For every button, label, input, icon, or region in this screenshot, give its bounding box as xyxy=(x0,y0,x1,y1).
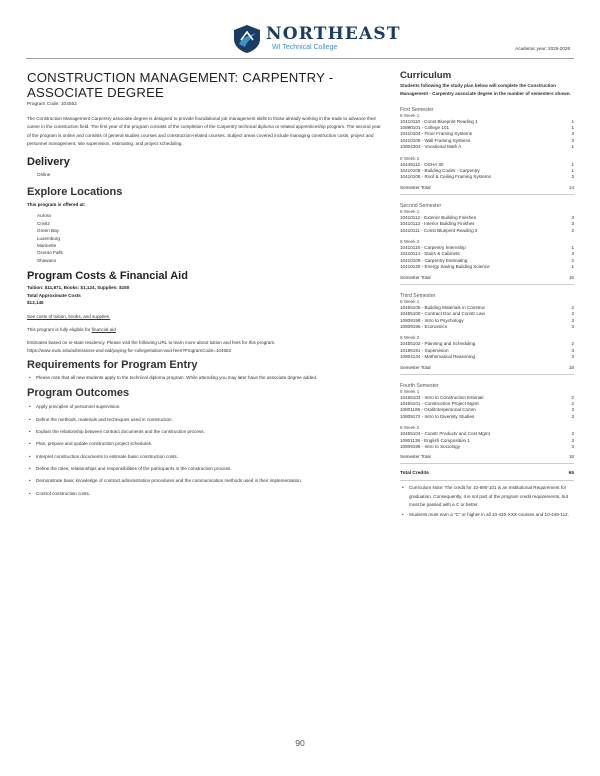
total-credits-value: 65 xyxy=(568,471,574,477)
semester-list xyxy=(400,107,574,465)
program-code: Program Code: 104552 xyxy=(27,102,77,107)
course-credits: 3 xyxy=(571,354,574,360)
location-item: Shawano xyxy=(37,257,57,263)
course-name: 10410115 - Carpentry Internship xyxy=(400,245,466,251)
course-name: 10410114 - Stairs & Cabinets xyxy=(400,251,460,257)
total-credits-label: Total Credits xyxy=(400,471,429,477)
week-label: 8 Week 2 xyxy=(400,425,420,431)
program-title-line1: CONSTRUCTION MANAGEMENT: CARPENTRY - xyxy=(27,70,334,85)
outcome-item: • Demonstrate basic knowledge of contract administration procedures and the communication methods used in their implementation. xyxy=(27,478,383,484)
course-credits: 1 xyxy=(571,264,574,270)
course-credits: 2 xyxy=(571,227,574,233)
course-name: 10410113 - Interior Building Finishes xyxy=(400,221,475,227)
course-name: 10890101 - College 101 xyxy=(400,125,450,130)
outcome-item: • Control construction costs. xyxy=(27,491,383,497)
course-name: 10804134 - Mathematical Reasoning xyxy=(400,354,476,360)
semester-total-value: 15 xyxy=(568,274,574,280)
costs-heading: Program Costs & Financial Aid xyxy=(27,270,188,283)
semester-block xyxy=(400,203,574,285)
curriculum-notes xyxy=(400,484,574,519)
course-name: 10455100 - Contract Doc and Constr Law xyxy=(400,311,485,317)
course-credits: 3 xyxy=(571,407,574,413)
course-row xyxy=(400,444,574,450)
course-credits: 3 xyxy=(571,137,574,143)
location-item: Marinette xyxy=(37,243,57,249)
financial-aid-line xyxy=(27,326,383,333)
financial-aid-suffix: . xyxy=(115,326,118,332)
curriculum-heading: Curriculum xyxy=(400,70,452,81)
course-name: 10804304 - Vocational Math A xyxy=(400,144,462,150)
course-name: 10449112 - OSHA 30 xyxy=(400,161,444,167)
locations-label: This program is offered at: xyxy=(27,202,86,208)
semester-total-value: 18 xyxy=(568,454,574,460)
delivery-heading: Delivery xyxy=(27,155,70,168)
semester-total-row xyxy=(400,275,574,285)
week-label: 8 Week 2 xyxy=(400,335,420,341)
semester-total-label: Semester Total xyxy=(400,184,431,190)
course-name: 10410106 - Roof & Ceiling Framing Systems xyxy=(400,174,491,180)
semester-total-label: Semester Total xyxy=(400,364,431,370)
location-item: Green Bay xyxy=(37,228,59,234)
semester-total-label: Semester Total xyxy=(400,274,431,280)
course-credits: 3 xyxy=(571,174,574,180)
semester-total-row xyxy=(400,365,574,375)
course-credits: 3 xyxy=(571,131,574,137)
semester-title: First Semester xyxy=(400,106,434,113)
location-item: Luxemburg xyxy=(37,235,60,241)
course-name: 10455102 - Planning and Scheduling xyxy=(400,341,476,347)
course-credits: 2 xyxy=(571,394,574,400)
course-credits: 3 xyxy=(571,437,574,443)
costs-link[interactable]: See costs of tuition, books, and supplies. xyxy=(27,313,111,319)
financial-aid-prefix: This program is fully eligible for xyxy=(27,326,92,332)
week-label: 8 Week 1 xyxy=(400,112,420,118)
course-row xyxy=(400,354,574,360)
week-label: 8 Week 1 xyxy=(400,388,420,394)
approx-costs-label: Total Approximate Costs xyxy=(27,292,81,298)
course-credits: 2 xyxy=(571,304,574,310)
course-name: 10455103 - Intro to Construction Estimati xyxy=(400,394,484,400)
program-details xyxy=(27,70,383,503)
location-item: Crivitz xyxy=(37,220,50,226)
course-name: 10801136 - English Composition 1 xyxy=(400,437,470,443)
tuition-url[interactable]: https://www.nwtc.edu/admissions-and-aid/paying-for-college/tuition-and-fees?ProgramCode=104552 xyxy=(27,347,232,353)
course-credits: 2 xyxy=(571,311,574,317)
course-name: 10196191 - Supervision xyxy=(400,347,449,353)
course-credits: 3 xyxy=(571,443,574,449)
course-name: 10809195 - Economics xyxy=(400,323,447,329)
semester-title: Fourth Semester xyxy=(400,382,439,389)
course-credits: 2 xyxy=(571,400,574,406)
shield-logo-icon xyxy=(232,24,262,54)
course-name: 10410105 - Wall Framing Systems xyxy=(400,137,471,143)
week-label: 8 Week 1 xyxy=(400,208,420,214)
page-number: 90 xyxy=(295,738,305,748)
requirement-item: • Please note that all new students apply to the technical diploma program. While attending you may later have the associate degree added. xyxy=(27,375,383,381)
course-row xyxy=(400,264,574,270)
curriculum-panel xyxy=(400,70,574,520)
requirements-heading: Requirements for Program Entry xyxy=(27,359,198,372)
logo-subtitle: WI Technical College xyxy=(272,44,338,51)
location-item: Oconto Falls xyxy=(37,250,63,256)
outcomes-list xyxy=(27,404,383,496)
course-name: 10455105 - Building Materials in Construc xyxy=(400,304,486,310)
course-credits: 1 xyxy=(571,161,574,167)
semester-block xyxy=(400,293,574,375)
semester-total-row xyxy=(400,454,574,464)
course-name: 10809198 - Intro to Psychology xyxy=(400,317,464,323)
course-credits: 3 xyxy=(571,413,574,419)
course-credits: 2 xyxy=(571,431,574,437)
week-label: 8 Week 1 xyxy=(400,298,420,304)
course-credits: 2 xyxy=(571,257,574,263)
course-row xyxy=(400,174,574,180)
curriculum-note: • Curriculum Note: The credit for 10-890-101 is an Institutional Requirement for graduation. Consequently, it is not part of the program credit requirements, but must be passed with a C or better. xyxy=(400,484,574,509)
course-name: 10410110 - Const Blueprint Reading 1 xyxy=(400,118,478,124)
course-credits: 1 xyxy=(571,125,574,130)
course-credits: 3 xyxy=(571,323,574,329)
semester-block xyxy=(400,107,574,195)
course-credits: 3 xyxy=(571,251,574,257)
course-name: 10809196 - Intro to Sociology xyxy=(400,443,461,449)
course-credits: 3 xyxy=(571,317,574,323)
course-name: 10801196 - Oral/Interpersonal Comm xyxy=(400,407,476,413)
course-name: 10455104 - Constr Productv and Cost Mgmt xyxy=(400,431,490,437)
outcome-item: • Explain the relationship between contract documents and the construction process. xyxy=(27,429,383,435)
header-divider xyxy=(26,58,574,59)
course-credits: 1 xyxy=(571,144,574,150)
logo-name: NORTHEAST xyxy=(266,24,401,44)
semester-title: Second Semester xyxy=(400,202,442,209)
estimate-note: Estimates based on in-state residency. Please visit the following URL to learn more about tuition and fees for this program. xyxy=(27,340,276,346)
week-label: 8 Week 2 xyxy=(400,155,420,161)
program-title-line2: ASSOCIATE DEGREE xyxy=(27,85,165,100)
course-name: 10410120 - Energy Saving Building Science xyxy=(400,264,490,270)
outcome-item: • Interpret construction documents to estimate basic construction costs. xyxy=(27,454,383,460)
week-label: 8 Week 2 xyxy=(400,239,420,245)
curriculum-intro: Students following the study plan below will complete the Construction Management - Carpentry associate degree in the number of semesters shown. xyxy=(400,83,571,97)
delivery-mode: Online xyxy=(37,171,51,177)
outcome-item: • Define the methods, materials and techniques used in construction. xyxy=(27,417,383,423)
course-credits: 3 xyxy=(571,214,574,220)
total-credits-row xyxy=(400,471,574,481)
course-name: 10410111 - Const Blueprint Reading 2 xyxy=(400,227,478,233)
college-logo[interactable] xyxy=(232,22,401,58)
requirements-list xyxy=(27,375,383,381)
course-credits: 2 xyxy=(571,341,574,347)
course-name: 10410109 - Carpentry Estimating xyxy=(400,257,468,263)
academic-year: Academic year: 2025-2026 xyxy=(515,46,570,51)
course-name: 10410112 - Exterior Building Finishes xyxy=(400,214,477,220)
course-name: 10455101 - Construction Project Mgmt xyxy=(400,400,479,406)
course-name: 10410108 - Building Codes - Carpentry xyxy=(400,168,480,174)
course-credits: 3 xyxy=(571,347,574,353)
page-header xyxy=(0,0,600,62)
program-title xyxy=(27,70,383,100)
course-credits: 3 xyxy=(571,221,574,227)
approx-costs-value: $13,145 xyxy=(27,300,44,306)
course-name: 10410104 - Floor Framing Systems xyxy=(400,131,472,137)
locations-heading: Explore Locations xyxy=(27,186,123,199)
course-name: 10809172 - Intro to Diversity Studies xyxy=(400,413,475,419)
costs-breakdown: Tuition: $11,871, Books: $1,124, Supplies: $150 xyxy=(27,285,130,291)
location-item: Aurora xyxy=(37,213,51,219)
course-credits: 1 xyxy=(571,168,574,174)
curriculum-note: • Students must earn a "C" or higher in all 10-410-XXX courses and 10-449-112. xyxy=(400,511,574,519)
outcome-item: • Define the roles, relationships and responsibilities of the participants in the construction process. xyxy=(27,466,383,472)
semester-total-label: Semester Total xyxy=(400,454,431,460)
semester-total-value: 18 xyxy=(568,364,574,370)
semester-total-value: 14 xyxy=(568,184,574,190)
semester-block xyxy=(400,383,574,465)
outcomes-heading: Program Outcomes xyxy=(27,387,130,400)
outcome-item: • Plan, prepare and update construction project schedules. xyxy=(27,441,383,447)
locations-list xyxy=(27,212,383,264)
financial-aid-link[interactable]: financial aid xyxy=(91,326,116,332)
program-intro: The Construction Management Carpentry associate degree is designed to provide foundational job management skills to those already working in the trade to advance their career in the construction field. The first year of the program consists of the completion of the Carpentry technical diploma or related apprenticeship program. The second year of the program is online and consists of general studies courses and construction-related courses. Subject areas covered include managing construction costs, project and personnel management, site supervision, estimating, and project scheduling. xyxy=(27,116,381,147)
course-credits: 1 xyxy=(571,245,574,251)
outcome-item: • Apply principles of personnel supervision. xyxy=(27,404,383,410)
course-credits: 1 xyxy=(571,118,574,124)
semester-title: Third Semester xyxy=(400,292,436,299)
semester-total-row xyxy=(400,185,574,195)
